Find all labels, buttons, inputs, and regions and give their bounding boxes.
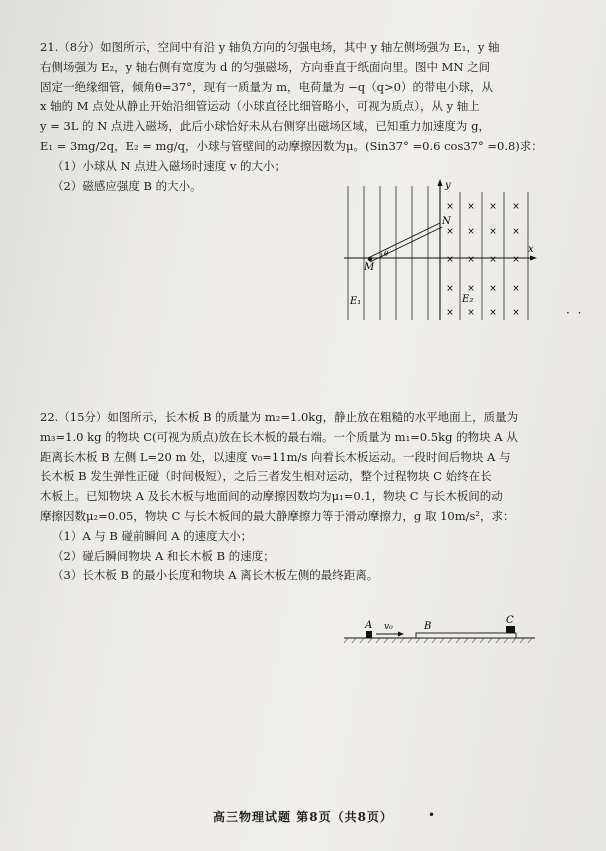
block-C-label: C	[506, 615, 514, 626]
q21-sub-1: （1）小球从 N 点进入磁场时速度 v 的大小；	[52, 158, 286, 173]
q22-sub-1: （1）A 与 B 碰前瞬间 A 的速度大小；	[52, 528, 253, 543]
q21-line-3: 固定一绝缘细管，倾角θ=37°，现有一质量为 m，电荷量为 −q（q>0）的带电小球，从	[40, 79, 493, 94]
q21-sub-2: （2）磁感应强度 B 的大小。	[52, 178, 202, 193]
block-A-label: A	[365, 620, 373, 631]
q21-line-5: y = 3L 的 N 点进入磁场，此后小球恰好未从右侧穿出磁场区域，已知重力加速度为 g，	[40, 119, 490, 134]
q21-line-6: E₁ = 3mg/2q，E₂ = mg/q，小球与管壁间的动摩擦因数为μ。(Sin37° =0.6 cos37° =0.8)求：	[40, 138, 543, 153]
q22-line-2: m₃=1.0 kg 的物块 C(可视为质点)放在长木板的最右端。一个质量为 m₁=0.5kg 的物块 A 从	[40, 429, 518, 444]
q22-line-1: 22.（15分）如图所示，长木板 B 的质量为 m₂=1.0kg，静止放在粗糙的水平地面上，质量为	[40, 410, 519, 424]
q22-line-5: 木板上。已知物块 A 及长木板与地面间的动摩擦因数均为μ₁=0.1，物块 C 与长木板间的动	[40, 489, 503, 504]
field-cross-4-0: ×	[446, 308, 454, 318]
q22-line-6: 摩擦因数μ₂=0.05，物块 C 与长木板间的最大静摩擦力等于滑动摩擦力，g 取 10m/s²，求：	[40, 508, 515, 523]
q21-line-1: 21.（8分）如图所示，空间中有沿 y 轴负方向的匀强电场，其中 y 轴左侧场强为 E₁，y 轴	[40, 40, 500, 54]
field-cross-3-3: ×	[512, 284, 520, 294]
field-cross-0-0: ×	[446, 202, 454, 212]
block-C	[506, 626, 515, 633]
field-cross-2-1: ×	[467, 255, 475, 265]
v0-label: v₀	[384, 622, 393, 632]
field-cross-3-2: ×	[489, 284, 497, 294]
E2-label: E₂	[462, 294, 474, 305]
field-cross-0-1: ×	[467, 202, 475, 212]
q22-figure	[342, 612, 537, 650]
field-cross-1-2: ×	[489, 227, 497, 237]
E1-label: E₁	[350, 296, 362, 307]
board-B	[416, 633, 516, 638]
q22-sub-3: （3）长木板 B 的最小长度和物块 A 离长木板左侧的最终距离。	[52, 568, 379, 583]
footer-dot: •	[428, 808, 436, 822]
margin-dots: · ·	[566, 306, 584, 320]
q22-sub-2: （2）碰后瞬间物块 A 和长木板 B 的速度；	[52, 548, 275, 563]
field-cross-2-3: ×	[512, 255, 520, 265]
field-cross-1-3: ×	[512, 227, 520, 237]
y-axis-label: y	[445, 180, 451, 191]
field-cross-3-1: ×	[467, 284, 475, 294]
question-21	[40, 38, 580, 196]
field-cross-0-3: ×	[512, 202, 520, 212]
point-N-label: N	[442, 216, 451, 227]
q21-line-2: 右侧场强为 E₂，y 轴右侧有宽度为 d 的匀强磁场，方向垂直于纸面向里。图中 MN 之间	[40, 59, 491, 74]
field-cross-3-0: ×	[446, 284, 454, 294]
q21-line-4: x 轴的 M 点处从静止开始沿细管运动（小球直径比细管略小，可视为质点），从 y 轴上	[40, 99, 480, 114]
q21-figure	[342, 178, 537, 323]
field-cross-4-3: ×	[512, 308, 520, 318]
theta-label: θ	[384, 250, 389, 258]
question-22	[40, 408, 580, 586]
ball-icon	[368, 257, 372, 261]
point-M-label: M	[364, 262, 375, 273]
board-B-label: B	[424, 621, 432, 632]
magnetic-field-crosses	[446, 202, 520, 318]
field-cross-2-2: ×	[489, 255, 497, 265]
q22-line-3: 距离长木板 B 左侧 L=20 m 处，以速度 v₀=11m/s 向着长木板运动。一段时间后物块 A 与	[40, 449, 511, 464]
x-axis-label: x	[528, 244, 534, 255]
field-cross-1-0: ×	[446, 227, 454, 237]
field-cross-4-2: ×	[489, 308, 497, 318]
field-cross-1-1: ×	[467, 227, 475, 237]
field-cross-0-2: ×	[489, 202, 497, 212]
field-cross-4-1: ×	[467, 308, 475, 318]
q22-line-4: 长木板 B 发生弹性正碰（时间极短），之后三者发生相对运动，整个过程物块 C 始终在长	[40, 469, 492, 484]
block-A	[366, 631, 372, 638]
field-cross-2-0: ×	[446, 255, 454, 265]
page-footer: 高三物理试题 第8页（共8页）	[213, 810, 393, 824]
